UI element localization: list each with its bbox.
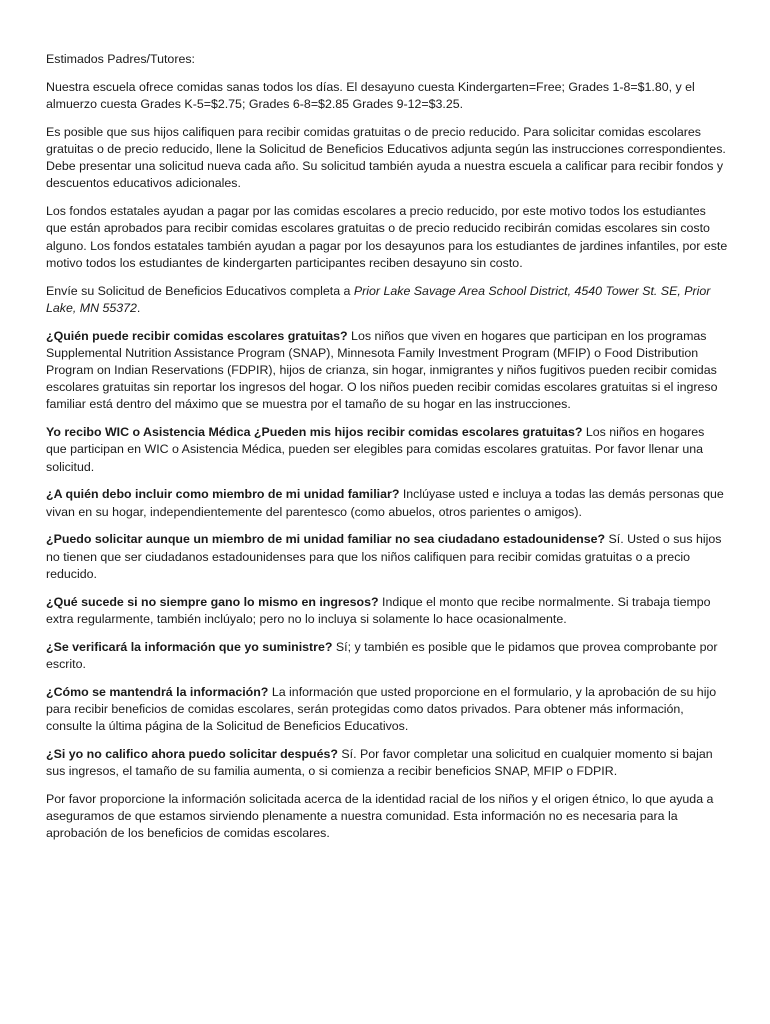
send-suffix: . bbox=[136, 300, 141, 315]
faq-question: ¿Si yo no califico ahora puedo solicitar después? bbox=[46, 746, 338, 761]
faq-item bbox=[46, 684, 728, 736]
faq-item bbox=[46, 424, 728, 476]
greeting: Estimados Padres/Tutores: bbox=[46, 52, 195, 66]
send-prefix: Envíe su Solicitud de Beneficios Educativos completa a bbox=[46, 283, 354, 298]
faq-question: ¿Cómo se mantendrá la información? bbox=[46, 684, 269, 699]
ethnic-info-paragraph: Por favor proporcione la información solicitada acerca de la identidad racial de los niños y el origen étnico, lo que ayuda a aseguramos de que estamos sirviendo plenamente a nuestra comunidad. Esta información no es necesaria para la aprobación de los beneficios de comidas escolares. bbox=[46, 791, 714, 841]
faq-question: ¿Quién puede recibir comidas escolares gratuitas? bbox=[46, 328, 348, 343]
faq-question: ¿Qué sucede si no siempre gano lo mismo en ingresos? bbox=[46, 594, 379, 609]
faq-answer: Sí. Usted o sus hijos no tienen que ser ciudadanos estadounidenses para que los niños califiquen para recibir comidas gratuitas o a precio reducido. bbox=[46, 532, 722, 581]
district-address: Prior Lake Savage Area School District, 4540 Tower St. SE, Prior Lake, MN 55372 bbox=[46, 283, 711, 315]
faq-answer: Indique el monto que recibe normalmente. Si trabaja tiempo extra regularmente, también inclúyalo; pero no lo incluya si solamente lo hace ocasionalmente. bbox=[46, 594, 711, 626]
faq-question: Yo recibo WIC o Asistencia Médica ¿Pueden mis hijos recibir comidas escolares gratuitas? bbox=[46, 425, 583, 440]
faq-answer: Sí. Por favor completar una solicitud en cualquier momento si bajan sus ingresos, el tamaño de su familia aumenta, o si comienza a recibir beneficios SNAP, MFIP o FDPIR. bbox=[46, 746, 713, 779]
faq-item bbox=[46, 486, 728, 520]
qualify-paragraph: Es posible que sus hijos califiquen para recibir comidas gratuitas o de precio reducido. Para solicitar comidas escolares gratuitas o de precio reducido, llene la Solicitud de Beneficios Educativos adjunta según las instrucciones correspondientes. Debe presentar una solicitud nueva cada año. Su solicitud también ayuda a nuestra escuela a calificar para recibir fondos y descuentos educativos adicionales. bbox=[46, 124, 726, 191]
faq-item bbox=[46, 594, 728, 628]
faq-question: ¿Se verificará la información que yo suministre? bbox=[46, 639, 333, 654]
letter-body bbox=[46, 51, 728, 853]
faq-item bbox=[46, 531, 728, 583]
faq-answer: Inclúyase usted e incluya a todas las demás personas que vivan en su hogar, independientemente del parentesco (como abuelos, otros parientes o amigos). bbox=[46, 487, 724, 519]
faq-item bbox=[46, 746, 728, 780]
state-funds-paragraph: Los fondos estatales ayudan a pagar por las comidas escolares a precio reducido, por este motivo todos los estudiantes que están aprobados para recibir comidas escolares gratuitas o de precio reducido recibirán comidas escolares sin costo alguno. Los fondos estatales también ayudan a pagar por los desayunos para los estudiantes de jardines infantiles, por este motivo todos los estudiantes de kindergarten participantes reciben desayuno sin costo. bbox=[46, 204, 728, 270]
meal-prices-paragraph: Nuestra escuela ofrece comidas sanas todos los días. El desayuno cuesta Kindergarten=Free; Grades 1-8=$1.80, y el almuerzo cuesta Grades K-5=$2.75; Grades 6-8=$2.85 Grades 9-12=$3.25. bbox=[46, 79, 695, 111]
faq-item bbox=[46, 328, 728, 414]
faq-item bbox=[46, 639, 728, 673]
send-application-paragraph bbox=[46, 283, 728, 317]
faq-answer: Sí; y también es posible que le pidamos que provea comprobante por escrito. bbox=[46, 639, 718, 671]
faq-answer: Los niños que viven en hogares que participan en los programas Supplemental Nutrition Assistance Program (SNAP), Minnesota Family Investment Program (MFIP) o Food Distribution Program on Indian Reservations (FDPIR), hijos de crianza, sin hogar, inmigrantes y niños fugitivos pueden recibir comidas escolares gratuitas sin reportar los ingresos del hogar. O los niños pueden recibir comidas escolares gratuitas si el ingreso familiar está dentro del máximo que se muestra por el tamaño de su hogar en las instrucciones. bbox=[46, 328, 718, 412]
faq-question: ¿Puedo solicitar aunque un miembro de mi unidad familiar no sea ciudadano estadounidense? bbox=[46, 532, 606, 547]
faq-answer: Los niños en hogares que participan en WIC o Asistencia Médica, pueden ser elegibles para comidas escolares gratuitas. Por favor llenar una solicitud. bbox=[46, 425, 705, 474]
faq-question: ¿A quién debo incluir como miembro de mi unidad familiar? bbox=[46, 487, 400, 502]
faq-answer: La información que usted proporcione en el formulario, y la aprobación de su hijo para recibir beneficios de comidas escolares, serán protegidas como datos privados. Para obtener más información, consulte la última página de la Solicitud de Beneficios Educativos. bbox=[46, 684, 717, 734]
